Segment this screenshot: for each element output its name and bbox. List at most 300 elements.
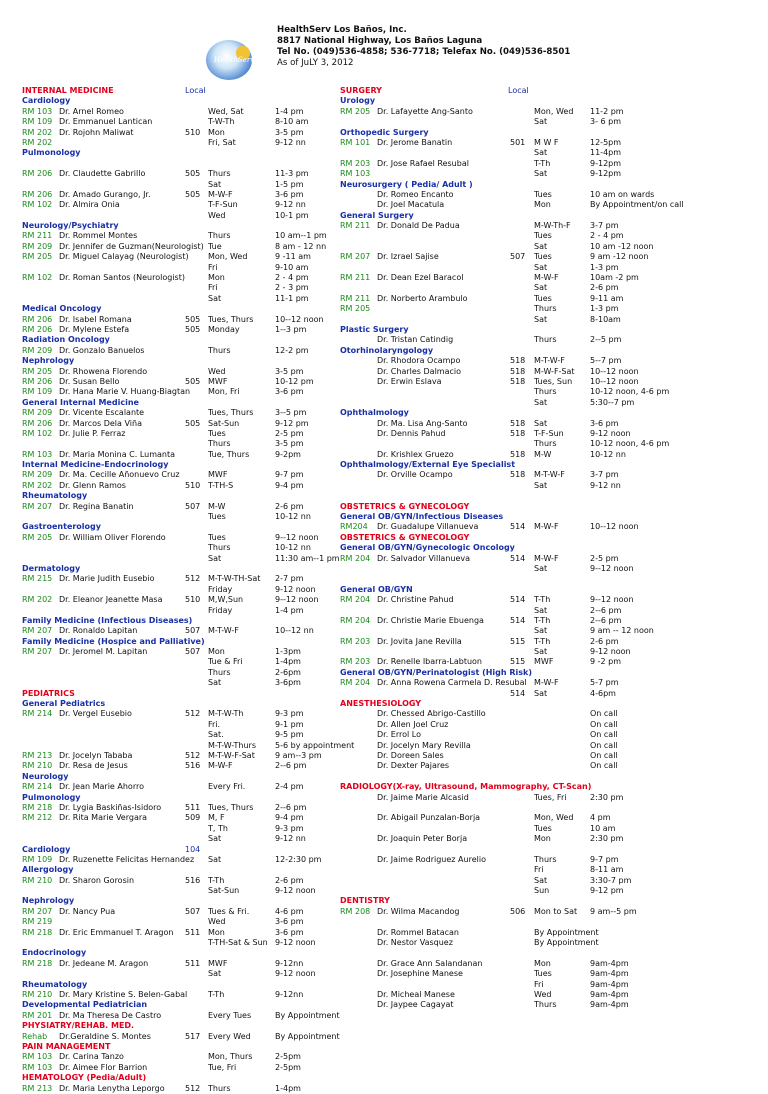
section-title: Ophthalmology	[340, 408, 409, 418]
section-title: General OB/GYN	[340, 584, 413, 594]
doctor-name: Dr. Hana Marie V. Huang-Biagtan	[59, 387, 191, 397]
doctor-name: Dr. Eric Emmanuel T. Aragon	[59, 927, 174, 937]
schedule-time: 10-12 noon, 4-6 pm	[590, 439, 670, 449]
schedule-time: 9-12 noon	[275, 938, 316, 948]
room-number: RM 211	[340, 293, 371, 303]
schedule-row	[22, 450, 352, 460]
schedule-time: 1-4 pm	[275, 106, 304, 116]
schedule-time: 2--6 pm	[590, 615, 622, 625]
schedule-time: 9-12 noon	[275, 584, 316, 594]
schedule-days: MWF	[208, 470, 228, 480]
room-number: RM 109	[22, 387, 53, 397]
section-heading	[22, 793, 352, 803]
schedule-row	[340, 200, 750, 210]
local-number: 510	[185, 480, 201, 490]
doctor-name: Dr. Dennis Pahud	[377, 428, 446, 438]
schedule-row	[340, 221, 750, 231]
schedule-row	[22, 803, 352, 813]
schedule-time: 3-6 pm	[275, 189, 304, 199]
section-title: Neurosurgery ( Pedia/ Adult )	[340, 179, 473, 189]
section-heading	[22, 522, 352, 532]
schedule-row	[22, 408, 352, 418]
room-number: RM 203	[340, 636, 371, 646]
section-title: Nephrology	[22, 896, 75, 906]
schedule-row	[340, 606, 750, 616]
schedule-days: Thurs	[534, 439, 557, 449]
schedule-row	[340, 439, 750, 449]
schedule-row	[340, 824, 750, 834]
schedule-time: 9-12 noon	[590, 428, 631, 438]
section-title: OBSTETRICS & GYNECOLOGY	[340, 501, 470, 511]
logo-text: HealthServ	[214, 56, 255, 64]
doctor-name: Dr. Susan Bello	[59, 376, 120, 386]
doctor-name: Dr. Rommel Batacan	[377, 927, 459, 937]
local-number: 505	[185, 376, 201, 386]
section-title: Endocrinology	[22, 948, 87, 958]
schedule-time: 9-4 pm	[275, 480, 304, 490]
doctor-name: Dr. Jean Marie Ahorro	[59, 782, 144, 792]
schedule-days: Mon	[534, 200, 551, 210]
schedule-days: Tues	[534, 823, 552, 833]
schedule-days: Thurs	[208, 345, 231, 355]
schedule-days: M-W-F	[534, 273, 559, 283]
schedule-row	[340, 689, 750, 699]
schedule-days: Tues	[208, 428, 226, 438]
schedule-days: Tues	[208, 532, 226, 542]
company-name: HealthServ Los Baños, Inc.	[277, 25, 407, 35]
schedule-days: T-Th	[534, 158, 551, 168]
room-number: RM 215	[22, 574, 53, 584]
schedule-row	[22, 159, 352, 169]
schedule-time: 1--3 pm	[275, 324, 307, 334]
room-number: RM 202	[22, 127, 53, 137]
schedule-row	[22, 990, 352, 1000]
schedule-time: 9-12 nn	[275, 200, 306, 210]
schedule-time: 9-12 nn	[275, 834, 306, 844]
right-column	[340, 86, 750, 1011]
schedule-time: On call	[590, 719, 618, 729]
schedule-days: Mon, Wed	[534, 813, 574, 823]
schedule-time: By Appointment/on call	[590, 200, 684, 210]
schedule-time: 9-12 noon	[275, 886, 316, 896]
schedule-time: 9-12nn	[275, 958, 304, 968]
section-heading	[22, 699, 352, 709]
room-number: RM 211	[22, 231, 53, 241]
schedule-days: M-T-W-F-Sat	[208, 751, 255, 760]
as-of-date: As of JuLY 3, 2012	[277, 58, 354, 68]
local-number: 518	[510, 449, 526, 459]
schedule-row	[22, 740, 355, 751]
schedule-row	[340, 522, 750, 532]
room-number: RM 206	[22, 376, 53, 386]
schedule-row	[22, 730, 352, 740]
schedule-row	[22, 543, 352, 553]
section-heading	[22, 460, 352, 470]
schedule-time: 9-7 pm	[590, 854, 619, 864]
schedule-days: Sat	[208, 854, 222, 864]
schedule-days: M-W-F-Sat	[534, 366, 575, 376]
schedule-days: T-Th	[534, 595, 551, 605]
schedule-days: Sat	[534, 314, 548, 324]
schedule-time: 3-5 pm	[275, 127, 304, 137]
schedule-row	[22, 283, 352, 293]
schedule-row	[340, 315, 750, 325]
doctor-name: Dr. Orville Ocampo	[377, 470, 453, 480]
schedule-time: On call	[590, 709, 618, 719]
schedule-time: 2:30 pm	[590, 834, 624, 844]
schedule-time: 9-4 pm	[275, 813, 304, 823]
schedule-row	[22, 252, 352, 262]
schedule-days: Sat	[208, 678, 222, 688]
schedule-row	[22, 626, 352, 636]
schedule-row	[22, 1052, 352, 1062]
section-title: Radiation Oncology	[22, 335, 110, 345]
doctor-name: Dr. Rhowena Florendo	[59, 366, 148, 376]
company-address: 8817 National Highway, Los Baños Laguna	[277, 36, 483, 46]
room-number: RM 205	[22, 532, 53, 542]
schedule-time: 9-12 noon	[275, 969, 316, 979]
doctor-name: Dr. Dexter Pajares	[377, 761, 450, 771]
doctor-name: Dr. Mary Kristine S. Belen-Gabal	[59, 989, 188, 999]
section-heading	[340, 668, 750, 678]
room-number: RM 206	[22, 189, 53, 199]
schedule-days: M-T-W-TH-Sat	[208, 574, 261, 584]
local-number: 510	[185, 127, 201, 137]
schedule-days: Mon	[208, 927, 225, 937]
schedule-time: 10--12 nn	[275, 626, 314, 636]
schedule-row	[22, 533, 352, 543]
room-number: RM 209	[22, 408, 53, 418]
schedule-time: 9-12pm	[590, 158, 622, 168]
section-heading	[340, 585, 750, 595]
doctor-name: Dr. Abigail Punzalan-Borja	[377, 813, 481, 823]
schedule-days: Mon, Fri	[208, 387, 240, 397]
local-number: 507	[185, 501, 201, 511]
section-title: Cardiology	[22, 96, 71, 106]
doctor-name: Dr. Allen Joel Cruz	[377, 719, 449, 729]
schedule-row	[22, 315, 352, 325]
doctor-name: Dr. William Oliver Florendo	[59, 532, 166, 542]
local-number: 514	[510, 553, 526, 563]
schedule-time: 12-2 pm	[275, 345, 309, 355]
local-number: 515	[510, 636, 526, 646]
schedule-days: T-Th	[208, 875, 225, 885]
room-number: RM 204	[340, 615, 371, 625]
room-number: RM 207	[340, 252, 371, 262]
room-number: RM 210	[22, 761, 53, 771]
schedule-row	[22, 574, 352, 584]
schedule-days: T-TH-S	[208, 480, 234, 490]
schedule-row	[340, 231, 750, 241]
schedule-time: 2:30 pm	[590, 792, 624, 802]
schedule-time: 9--12 noon	[275, 595, 319, 605]
section-title: Orthopedic Surgery	[340, 127, 429, 137]
schedule-time: 1-4 pm	[275, 605, 304, 615]
section-heading	[22, 335, 352, 345]
doctor-name: Dr. Tristan Catindig	[377, 335, 454, 345]
schedule-row	[340, 990, 750, 1000]
schedule-time: 3:30-7 pm	[590, 875, 632, 885]
room-number: RM 203	[340, 158, 371, 168]
section-title: General Surgery	[340, 210, 414, 220]
schedule-days: M-T-W-F	[534, 356, 565, 366]
doctor-name: Dr. Salvador Villanueva	[377, 553, 471, 563]
schedule-row	[22, 959, 352, 969]
section-title: Pulmonology	[22, 148, 81, 158]
schedule-row	[22, 1032, 352, 1042]
schedule-row	[340, 252, 750, 262]
doctor-name: Dr. Chessed Abrigo-Castillo	[377, 709, 486, 719]
schedule-time: 2-4 pm	[275, 782, 304, 792]
schedule-row	[22, 231, 352, 241]
schedule-days: Sat	[534, 875, 548, 885]
room-number: RM 210	[22, 875, 53, 885]
schedule-time: 5-7 pm	[590, 678, 619, 688]
schedule-row	[340, 294, 750, 304]
schedule-days: Mon	[534, 958, 551, 968]
schedule-row	[340, 273, 750, 283]
room-number: RM 103	[22, 449, 53, 459]
schedule-row	[340, 969, 750, 979]
schedule-time: 3- 6 pm	[590, 117, 622, 127]
schedule-row	[340, 242, 750, 252]
section-heading	[22, 896, 352, 906]
schedule-row	[340, 626, 750, 636]
local-number: 518	[510, 366, 526, 376]
schedule-time: 1-3pm	[275, 647, 301, 657]
doctor-name: Dr. Ma. Lisa Ang-Santo	[377, 418, 468, 428]
schedule-days: Sat	[208, 293, 222, 303]
doctor-name: Dr. Grace Ann Salandanan	[377, 958, 483, 968]
schedule-time: 4 pm	[590, 813, 611, 823]
doctor-name: Dr. Jedeane M. Aragon	[59, 958, 149, 968]
room-number: RM 102	[22, 200, 53, 210]
room-number: RM 205	[22, 252, 53, 262]
section-heading	[340, 211, 750, 221]
schedule-time: 3-6 pm	[275, 927, 304, 937]
schedule-time: 2 - 4 pm	[590, 231, 624, 241]
section-title: Nephrology	[22, 356, 75, 366]
schedule-time: 2-6pm	[275, 667, 301, 677]
section-title: INTERNAL MEDICINE	[22, 86, 114, 95]
schedule-row	[22, 439, 352, 449]
room-number: RM 202	[22, 595, 53, 605]
schedule-row	[340, 928, 750, 938]
schedule-row	[22, 367, 352, 377]
schedule-time: 9-3 pm	[275, 709, 304, 719]
schedule-row	[340, 335, 750, 345]
schedule-time: 9 am -12 noon	[590, 252, 649, 262]
section-title: Allergology	[22, 865, 74, 875]
local-number: 506	[510, 906, 526, 916]
schedule-row	[22, 813, 352, 823]
schedule-days: M W F	[534, 137, 559, 147]
schedule-row	[22, 678, 352, 688]
schedule-days: Tue	[208, 241, 222, 251]
section-heading	[22, 772, 352, 782]
schedule-row	[340, 283, 750, 293]
room-number: RM 102	[22, 428, 53, 438]
schedule-days: Tues, Thurs	[208, 802, 254, 812]
section-heading	[340, 533, 750, 543]
schedule-days: Mon	[208, 647, 225, 657]
section-title: Otorhinolaryngology	[340, 345, 434, 355]
schedule-days: Thurs	[208, 231, 231, 241]
company-phone: Tel No. (049)536-4858; 536-7718; Telefax No. (049)536-8501	[277, 47, 571, 57]
local-number: 518	[510, 376, 526, 386]
schedule-days: M-W-Th-F	[534, 221, 571, 231]
room-number: RM 205	[22, 366, 53, 376]
schedule-row	[340, 564, 750, 574]
section-title: PAIN MANAGEMENT	[22, 1041, 111, 1051]
schedule-days: Thurs	[534, 335, 557, 345]
schedule-days: Fri	[208, 283, 218, 293]
schedule-days: Sat	[534, 647, 548, 657]
schedule-row	[340, 741, 750, 751]
schedule-row	[22, 834, 352, 844]
schedule-days: Every Fri.	[208, 782, 246, 792]
schedule-days: Sat	[534, 563, 548, 573]
doctor-name: Dr. Rita Marie Vergara	[59, 813, 148, 823]
section-heading	[22, 398, 352, 408]
doctor-name: Dr. Jaypee Cagayat	[377, 1000, 454, 1010]
schedule-row	[340, 398, 750, 408]
schedule-time: 11:30 am--1 pm	[275, 553, 340, 563]
schedule-days: Tues	[534, 252, 552, 262]
schedule-time: 3-6 pm	[275, 917, 304, 927]
schedule-row	[22, 855, 352, 865]
doctor-name: Dr. Resa de Jesus	[59, 761, 128, 771]
section-heading	[22, 1021, 352, 1031]
schedule-time: 3-5 pm	[275, 439, 304, 449]
doctor-name: Dr. Roman Santos (Neurologist)	[59, 273, 185, 283]
schedule-days: T-Th	[534, 615, 551, 625]
schedule-days: Fri	[534, 979, 544, 989]
schedule-time: 9-12 pm	[275, 418, 309, 428]
schedule-row	[340, 117, 750, 127]
section-heading	[22, 845, 352, 855]
section-title: Dermatology	[22, 563, 81, 573]
schedule-days: By Appointment	[534, 927, 599, 937]
local-number: 514	[510, 615, 526, 625]
schedule-row	[340, 720, 750, 730]
schedule-time: 2-6 pm	[275, 501, 304, 511]
schedule-time: 9 -11 am	[275, 252, 311, 262]
schedule-days: Mon	[208, 273, 225, 283]
schedule-days: Tue, Thurs	[208, 449, 250, 459]
doctor-name: Dr. Rhodora Ocampo	[377, 356, 461, 366]
room-number: RM 219	[22, 917, 53, 927]
schedule-row	[340, 876, 750, 886]
schedule-days: Sat	[534, 480, 548, 490]
schedule-row	[22, 273, 352, 283]
doctor-name: Dr. Maria Monina C. Lumanta	[59, 449, 176, 459]
room-number: RM 202	[22, 137, 53, 147]
local-column-header: Local	[508, 86, 529, 95]
local-number: 509	[185, 813, 201, 823]
schedule-time: 9-12pm	[590, 169, 622, 179]
room-number: RM 218	[22, 802, 53, 812]
schedule-time: 10--12 noon	[590, 376, 639, 386]
schedule-time: 2-7 pm	[275, 574, 304, 584]
doctor-name: Dr. Ma. Cecille Añonuevo Cruz	[59, 470, 180, 480]
section-heading	[22, 304, 352, 314]
section-title: PHYSIATRY/REHAB. MED.	[22, 1021, 135, 1031]
room-number: RM 207	[22, 906, 53, 916]
doctor-name: Dr. Jocelyn Tababa	[59, 751, 133, 760]
schedule-row	[22, 470, 352, 480]
room-number: RM 209	[22, 345, 53, 355]
schedule-time: By Appointment	[275, 1010, 340, 1020]
schedule-time: 11-4pm	[590, 148, 622, 158]
room-number: RM 213	[22, 1083, 53, 1093]
doctor-name: Dr. Jaime Rodriguez Aurelio	[377, 854, 486, 864]
section-heading	[22, 148, 352, 158]
schedule-days: Tue, Fri	[208, 1062, 237, 1072]
schedule-time: 3-7 pm	[590, 221, 619, 231]
section-title: Gastroenterology	[22, 522, 101, 532]
room-number: RM 102	[22, 273, 53, 283]
schedule-time: On call	[590, 751, 618, 760]
schedule-time: 10--12 noon	[590, 366, 639, 376]
schedule-time: 3--5 pm	[275, 408, 307, 418]
local-number: 510	[185, 595, 201, 605]
section-heading	[22, 689, 352, 699]
schedule-days: Sat	[534, 241, 548, 251]
schedule-days: Tues, Fri	[534, 792, 567, 802]
schedule-days: M-T-W-Th	[208, 709, 244, 719]
doctor-name: Dr. Lafayette Ang-Santo	[377, 106, 473, 116]
schedule-time: 10am -2 pm	[590, 273, 639, 283]
local-number: 518	[510, 418, 526, 428]
schedule-row	[340, 481, 750, 491]
local-number: 516	[185, 875, 201, 885]
schedule-row	[340, 813, 750, 823]
schedule-time: 2-6 pm	[275, 875, 304, 885]
schedule-days: Thurs	[208, 169, 231, 179]
doctor-name: Dr. Sharon Gorosin	[59, 875, 135, 885]
section-title: Developmental Pediatrician	[22, 1000, 148, 1010]
schedule-days: Sat	[208, 553, 222, 563]
schedule-row	[22, 512, 352, 522]
schedule-days: Mon	[534, 834, 551, 844]
local-number: 512	[185, 751, 201, 760]
schedule-days: Tues & Fri.	[208, 906, 250, 916]
schedule-days: Friday	[208, 584, 233, 594]
section-heading	[340, 86, 750, 96]
room-number: RM 207	[22, 626, 53, 636]
schedule-days: Thurs	[208, 1083, 231, 1093]
room-number: RM 211	[340, 221, 371, 231]
schedule-row	[340, 138, 750, 148]
schedule-time: 2--6 pm	[275, 761, 307, 771]
doctor-name: Dr. Wilma Macandog	[377, 906, 460, 916]
doctor-name: Dr. Erwin Eslava	[377, 376, 442, 386]
schedule-time: 10 am--1 pm	[275, 231, 327, 241]
section-title: Medical Oncology	[22, 304, 102, 314]
schedule-row	[22, 190, 352, 200]
doctor-name: Dr. Marcos Dela Viña	[59, 418, 142, 428]
local-number: 505	[185, 418, 201, 428]
schedule-time: 3-6 pm	[590, 418, 619, 428]
schedule-time: 9am-4pm	[590, 969, 629, 979]
doctor-name: Dr. Nancy Pua	[59, 906, 116, 916]
schedule-days: T-TH-Sat & Sun	[208, 938, 268, 948]
section-title: RADIOLOGY(X-ray, Ultrasound, Mammography, CT-Scan)	[340, 782, 592, 792]
section-title: Plastic Surgery	[340, 324, 409, 334]
schedule-row	[340, 304, 750, 314]
schedule-time: 8-10am	[590, 314, 621, 324]
